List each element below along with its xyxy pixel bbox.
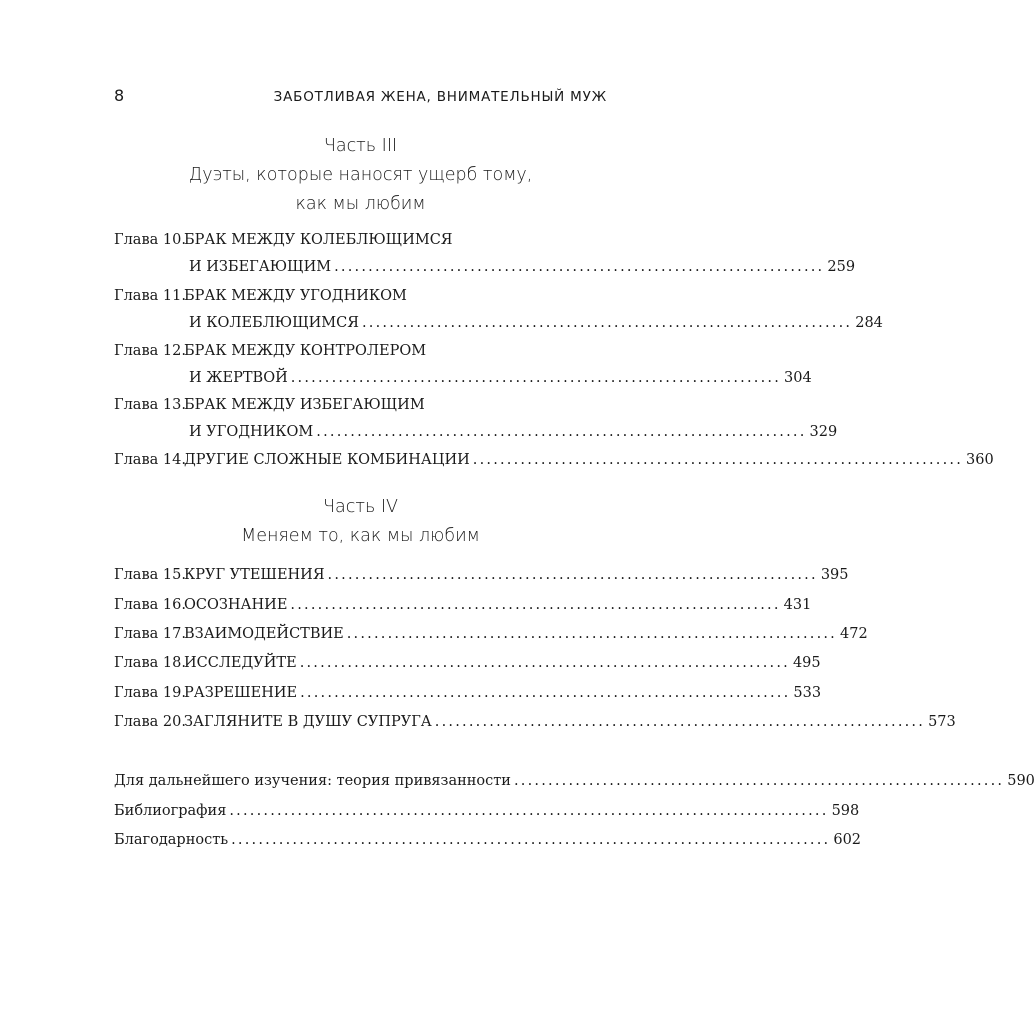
chapter-label: Глава 11. xyxy=(114,288,186,304)
part-title-line: Дуэты, которые наносят ущерб тому, xyxy=(188,165,533,185)
chapter-title: БРАК МЕЖДУ КОЛЕБЛЮЩИМСЯ xyxy=(184,232,453,248)
dot-leader: ........................................................................ xyxy=(290,597,781,613)
chapter-title: ЗАГЛЯНИТЕ В ДУШУ СУПРУГА xyxy=(184,714,432,730)
page-ref: 431 xyxy=(783,597,812,613)
toc-entry-continuation[interactable] xyxy=(114,364,812,393)
dot-leader: ........................................................................ xyxy=(316,424,807,440)
dot-leader: ........................................................................ xyxy=(472,452,964,468)
back-matter-title: Благодарность xyxy=(114,832,229,848)
page-ref: 395 xyxy=(820,567,849,583)
page-ref: 472 xyxy=(840,626,868,642)
page-ref: 590 xyxy=(1007,773,1035,789)
chapter-title: ДРУГИЕ СЛОЖНЫЕ КОМБИНАЦИИ xyxy=(184,452,470,468)
chapter-title: ОСОЗНАНИЕ xyxy=(184,597,288,613)
part-label: Часть IV xyxy=(323,497,398,517)
chapter-label: Глава 12. xyxy=(114,343,186,359)
part-3-heading xyxy=(114,132,607,219)
toc-entry[interactable] xyxy=(114,826,862,855)
chapter-title: И ЖЕРТВОЙ xyxy=(189,370,288,386)
chapter-label: Глава 13. xyxy=(114,397,186,413)
chapter-title: ВЗАИМОДЕЙСТВИЕ xyxy=(184,626,344,642)
page-ref: 533 xyxy=(793,685,822,701)
page-ref: 360 xyxy=(966,452,994,468)
chapter-label: Глава 15. xyxy=(114,567,186,583)
running-head xyxy=(114,86,607,105)
dot-leader: ........................................................................ xyxy=(327,567,818,583)
toc-entry[interactable] xyxy=(114,679,822,708)
chapter-title: БРАК МЕЖДУ ИЗБЕГАЮЩИМ xyxy=(184,397,425,413)
page-ref: 602 xyxy=(833,832,862,848)
part-4-heading xyxy=(114,493,607,551)
toc-entry[interactable] xyxy=(114,337,607,366)
dot-leader: ........................................................................................ xyxy=(229,803,829,819)
dot-leader: ........................................................................ xyxy=(361,315,853,331)
toc-entry[interactable] xyxy=(114,282,607,311)
dot-leader: ........................................................................ xyxy=(300,685,791,701)
page-number: 8 xyxy=(114,86,125,105)
toc-entry-continuation[interactable] xyxy=(114,418,838,447)
toc-entry[interactable] xyxy=(114,226,607,255)
chapter-label: Глава 20. xyxy=(114,714,186,730)
chapter-label: Глава 10. xyxy=(114,232,186,248)
dot-leader: ........................................................................ xyxy=(434,714,926,730)
toc-entry[interactable] xyxy=(114,649,821,678)
page-ref: 598 xyxy=(831,803,860,819)
chapter-label: Глава 14. xyxy=(114,452,186,468)
chapter-title: БРАК МЕЖДУ КОНТРОЛЕРОМ xyxy=(184,343,427,359)
chapter-title: И УГОДНИКОМ xyxy=(189,424,314,440)
toc-entry-continuation[interactable] xyxy=(114,309,883,338)
page-ref: 495 xyxy=(792,655,821,671)
page-ref: 259 xyxy=(827,259,856,275)
toc-entry[interactable] xyxy=(114,620,868,649)
back-matter-title: Для дальнейшего изучения: теория привязанности xyxy=(114,773,511,789)
dot-leader: ........................................................................ xyxy=(290,370,782,386)
page-ref: 329 xyxy=(809,424,838,440)
back-matter-title: Библиография xyxy=(114,803,227,819)
toc-entry[interactable] xyxy=(114,708,956,737)
dot-leader: ........................................................................................ xyxy=(231,832,831,848)
part-title-line: как мы любим xyxy=(295,194,426,214)
page-ref: 573 xyxy=(928,714,956,730)
chapter-title: И ИЗБЕГАЮЩИМ xyxy=(189,259,332,275)
chapter-label: Глава 17. xyxy=(114,626,186,642)
chapter-label: Глава 19. xyxy=(114,685,186,701)
toc-entry[interactable] xyxy=(114,446,994,475)
page-ref: 304 xyxy=(784,370,812,386)
chapter-title: КРУГ УТЕШЕНИЯ xyxy=(184,567,325,583)
chapter-label: Глава 16. xyxy=(114,597,186,613)
toc-entry[interactable] xyxy=(114,561,849,590)
toc-entry[interactable] xyxy=(114,767,1035,796)
chapter-label: Глава 18. xyxy=(114,655,186,671)
chapter-title: РАЗРЕШЕНИЕ xyxy=(184,685,298,701)
dot-leader: ........................................................................ xyxy=(334,259,825,275)
toc-entry[interactable] xyxy=(114,797,860,826)
chapter-title: И КОЛЕБЛЮЩИМСЯ xyxy=(189,315,359,331)
toc-entry-continuation[interactable] xyxy=(114,253,856,282)
dot-leader: ........................................................................ xyxy=(299,655,790,671)
toc-entry[interactable] xyxy=(114,591,812,620)
page-ref: 284 xyxy=(855,315,883,331)
book-title: ЗАБОТЛИВАЯ ЖЕНА, ВНИМАТЕЛЬНЫЙ МУЖ xyxy=(273,89,607,105)
toc-entry[interactable] xyxy=(114,391,607,420)
dot-leader: ........................................................................ xyxy=(513,773,1005,789)
part-label: Часть III xyxy=(323,136,398,156)
chapter-title: БРАК МЕЖДУ УГОДНИКОМ xyxy=(184,288,407,304)
chapter-title: ИССЛЕДУЙТЕ xyxy=(184,655,297,671)
dot-leader: ........................................................................ xyxy=(346,626,837,642)
part-title-line: Меняем то, как мы любим xyxy=(241,526,480,546)
